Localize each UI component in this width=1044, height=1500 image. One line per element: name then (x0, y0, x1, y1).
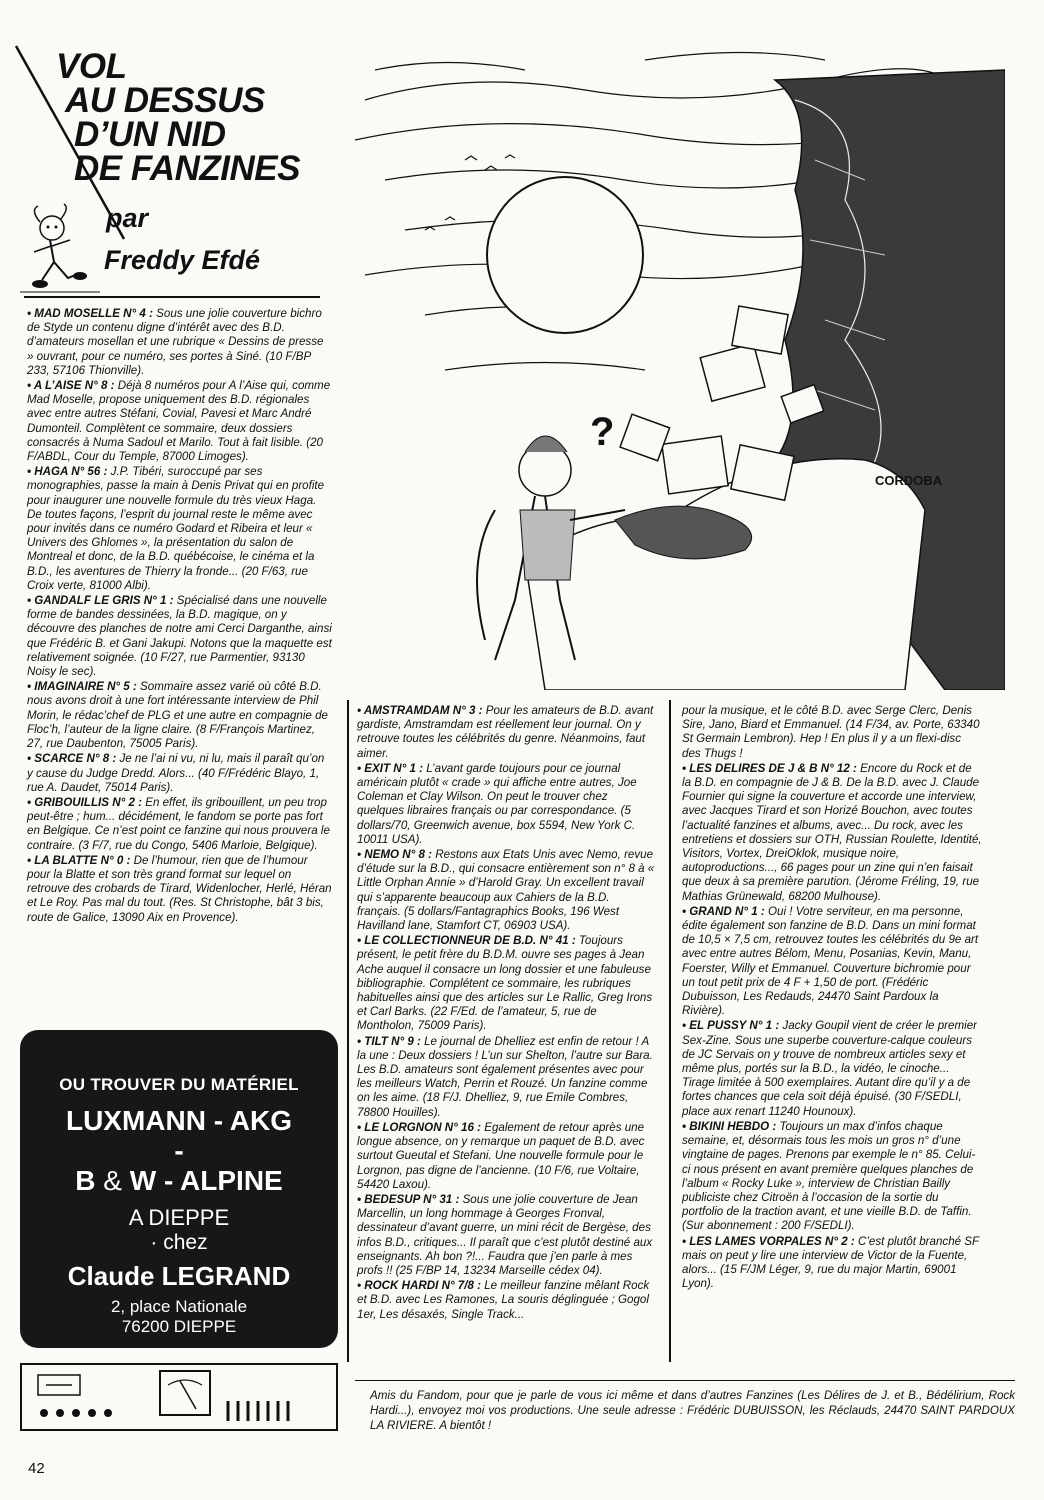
fanzine-review (27, 465, 332, 593)
title-line: VOL (56, 47, 127, 86)
review-body: Egalement de retour après une longue absence, on y remarque un paquet de B.D. avec surtout Gueutal et Stefani. Une nouvelle formule pour le Lorgnon, pas digne de l’ancienne. (10 F/6, rue Voltaire, 54420 Laxou). (357, 1120, 645, 1191)
review-heading: • SCARCE N° 8 : (27, 752, 117, 766)
review-body: Je ne l’ai ni vu, ni lu, mais il paraît qu’on y cause du Judge Dredd. Alors... (40 F/Frédéric Blayo, 1, rue A. Daudet, 75014 Paris). (27, 752, 325, 794)
review-body: Restons aux Etats Unis avec Nemo, revue d’étude sur la B.D., qui consacre entièrement son n° 8 à « Little Orphan Annie » d’Harold Gray. Un excellent travail qui s’apparente beaucoup aux Cahiers de la B.D. français. (5 dollars/Fantagraphics Books, 196 West Havilland lane, Stamfort CT, 06903 USA). (357, 848, 655, 933)
review-body: Spécialisé dans une nouvelle forme de bandes dessinées, la B.D. magique, on y découvre des planches de notre ami Cerci Darganthe, ainsi que Frédéric B. et Gani Jakupi. Notons que la maquette est relativement soignée. (10 F/27, rue Parmentier, 93130 Noisy le sec). (27, 594, 332, 679)
left-column-text (27, 307, 332, 926)
fanzine-review (682, 762, 982, 904)
fanzine-review (357, 848, 655, 933)
page-number: 42 (28, 1460, 45, 1477)
ad-postcode: 76200 DIEPPE (121, 1317, 237, 1336)
review-heading: • GRAND N° 1 : (682, 904, 765, 918)
byline-par: par (106, 203, 149, 233)
illustration-signature: CORDOBA (875, 473, 943, 488)
review-body: Le meilleur fanzine mêlant Rock et B.D. avec Les Ramones, La souris déglinguée ; Gogol 1er, Les désaxés, Single Track... (357, 1279, 650, 1321)
review-heading: • LE LORGNON N° 16 : (357, 1120, 481, 1134)
ad-dash: - (174, 1135, 184, 1166)
fanzine-review (357, 934, 655, 1033)
review-body: C’est plutôt branché SF mais on peut y lire une interview de Victor de la Fuente, alors... (15 F/JM Léger, 9, rue du major Martin, 69001 Lyon). (682, 1234, 979, 1291)
title-underline (24, 296, 320, 298)
review-body: Toujours un max d’infos chaque semaine, et, désormais tous les mois un gros n° d’une vingtaine de pages. Prenons par exemple le n° 85. Celui-ci nous présent en avant première quelques planches de l’album « Rocky Luke », interview de Christian Bailly publiciste chez Citroën à l’occasion de la sortie du portfolio de la traction avant, et une vieille B.D. de Taffin. (Sur abonnement : 200 F/SEDLI). (682, 1119, 976, 1233)
svg-text:?: ? (590, 410, 615, 454)
review-heading: • MAD MOSELLE N° 4 : (27, 307, 153, 320)
review-heading: • IMAGINAIRE N° 5 : (27, 680, 137, 694)
fanzine-review (682, 905, 982, 1019)
review-heading: • LA BLATTE N° 0 : (27, 853, 131, 867)
review-heading: • NEMO N° 8 : (357, 848, 433, 862)
ad-shop-name: Claude LEGRAND (67, 1261, 291, 1291)
review-heading: • BEDESUP N° 31 : (357, 1192, 460, 1206)
ad-brand-w: W - ALPINE (129, 1165, 283, 1196)
review-body: Sommaire assez varié où côté B.D. nous avons droit à une fort intéressante interview de Phil Morin, le rédac’chef de PLG et une autre en compagnie de Floc’h, l’auteur de la ligne claire. (8 F/François Martinez, 27, rue Daubenton, 75005 Paris). (27, 680, 328, 751)
fanzine-review (27, 680, 332, 751)
review-heading: • LES LAMES VORPALES N° 2 : (682, 1234, 855, 1248)
review-heading: • BIKINI HEBDO : (682, 1119, 777, 1133)
fanzine-review (357, 762, 655, 847)
review-body: L’avant garde toujours pour ce journal américain plutôt « crade » qui affiche entre autres, Joe Coleman et Clay Wilson. On peut le trouver chez quelques libraires français ou par correspondance. (5 dollars/70, Greenwich avenue, box 5594, New York C. 10011 USA). (357, 761, 637, 846)
fanzine-review (357, 704, 655, 761)
fanzine-review (27, 307, 332, 378)
review-body: Déjà 8 numéros pour A l’Aise qui, comme Mad Moselle, propose uniquement des B.D. régionales avec entre autres Stéfani, Covial, Pavesi et Marc André Dumonteil. Complètent ce sommaire, deux dossiers consacrés à Numa Sadoul et Marilo. Tout à fait lisible. (20 F/ABDL, Cour du Temple, 87000 Limoges). (27, 379, 331, 464)
review-heading: • EL PUSSY N° 1 : (682, 1019, 780, 1033)
fanzine-review (682, 1120, 982, 1234)
review-body: De l’humour, rien que de l’humour pour la Blatte et son très grand format sur lequel on retrouve des crobards de Tirard, Widenlocher, Herlé, Héran et Le Roy. Pas mal du tout. (Res. St Christophe, bât 3 bis, route de Galice, 13090 Aix en Provence). (27, 853, 332, 924)
ad-brand: LUXMANN - AKG (65, 1105, 293, 1136)
review-body: Toujours présent, le petit frère du B.D.M. ouvre ses pages à Jean Ache auquel il consacre un long dossier et une fabuleuse bibliographie. Complétent ce sommaire, les rubriques habituelles ainsi que des articles sur Le Rallic, Greg Irons et Carl Barks. (22 F/Ed. de l’amateur, 5, rue de Montholon, 75009 Paris). (357, 934, 653, 1033)
review-heading: • GRIBOUILLIS N° 2 : (27, 795, 142, 809)
review-body: Jacky Goupil vient de créer le premier Sex-Zine. Sous une superbe couverture-calque couleurs de JC Servais on y trouve de nombreux articles sexy et même plus, portés sur la B.D., la vidéo, le cinoche... Tirage limitée à 500 exemplaires. Autant dire qu’il y a de fortes chances que cela soit déjà épuisé. (30 F/SEDLI, place aux renart 11240 Hounoux). (682, 1019, 978, 1118)
footer-note: Amis du Fandom, pour que je parle de vous ici même et dans d’autres Fanzines (Les Délires de J. et B., Bédélirium, Rock Hardi...), envoyez moi vos productions. Une seule adresse : Frédéric DUBUISSON, les Réclauds, 24470 SAINT PARDOUX LA RIVIERE. A bientôt ! (370, 1389, 1015, 1432)
ad-address: 2, place Nationale (110, 1297, 248, 1316)
ad-city: A DIEPPE (128, 1205, 230, 1230)
fanzine-review (682, 1019, 982, 1118)
fanzine-review (27, 796, 332, 853)
title-line: AU DESSUS (65, 81, 265, 120)
review-heading: • AMSTRAMDAM N° 3 : (357, 704, 483, 717)
byline-author: Freddy Efdé (104, 245, 261, 275)
fanzine-review (357, 1035, 655, 1120)
fanzine-review (27, 379, 332, 464)
fanzine-review (357, 1279, 655, 1322)
fanzine-review (682, 704, 982, 761)
ad-ampersand: & (103, 1165, 122, 1196)
title-line: D’UN NID (74, 115, 226, 154)
review-heading: • EXIT N° 1 : (357, 761, 424, 775)
fanzine-review (357, 1193, 655, 1278)
review-heading: • HAGA N° 56 : (27, 465, 108, 479)
review-heading: • GANDALF LE GRIS N° 1 : (27, 594, 174, 608)
cliff-illustration (345, 40, 1005, 690)
column-divider (669, 700, 671, 1362)
review-heading: • TILT N° 9 : (357, 1034, 421, 1048)
fanzine-review (27, 854, 332, 925)
ad-chez: · chez (150, 1231, 208, 1254)
review-heading: • LE COLLECTIONNEUR DE B.D. N° 41 : (357, 934, 576, 948)
column-divider (347, 700, 349, 1362)
fanzine-review (27, 594, 332, 679)
review-body: Sous une jolie couverture bichro de Styde un contenu digne d’intérêt avec des B.D. d’amateurs mosellan et une rubrique « Dessins de presse » ouvrant, pour ce numéro, ses portes à Siné. (10 F/BP 233, 57106 Thionville). (27, 307, 324, 377)
ad-brand-2 (20, 1165, 338, 1197)
review-body: pour la musique, et le côté B.D. avec Serge Clerc, Denis Sire, Jano, Biard et Emmanuel. (14 F/34, av. Porte, 63340 St Germain Lembron). Hep ! En plus il y a un flexi-disc des Thugs ! (682, 704, 980, 760)
review-heading: • ROCK HARDI N° 7/8 : (357, 1279, 481, 1293)
review-heading: • LES DELIRES DE J & B N° 12 : (682, 761, 857, 775)
review-body: Encore du Rock et de la B.D. en compagnie de J & B. De la B.D. avec J. Claude Fournier qui signe la couverture et accorde une interview, avec Jacques Tirard et son Horizé Bouchon, avec toutes l’actualité fanzines et albums, avec... Du rock, avec les entretiens et dossiers sur OTH, Russian Roulette, Identité, Visitors, Vortex, DreiOklok, musique noire, autoproductions..., 66 pages pour un zine qui n’en faisait que deux à sa première parution. (Jérome Fréling, 19, rue Mathias Grünewald, 68200 Mulhouse). (682, 761, 982, 903)
ad-headline: OU TROUVER DU MATÉRIEL (59, 1075, 299, 1094)
fanzine-review (27, 752, 332, 795)
title-line: DE FANZINES (74, 149, 300, 188)
hifi-amplifier-icon (20, 1363, 338, 1431)
review-body: Oui ! Votre serviteur, en ma personne, édite également son fanzine de B.D. Dans un mini format de 10,5 × 7,5 cm, retrouvez toutes les célébrités du 9e art avec entre autres Bélom, Menu, Posanias, Kevin, Manu, Foerster, Willy et Emmanuel. Couverture bichromie pour un tout petit prix de 4 F + 1,50 de port. (Frédéric Dubuisson, Les Redauds, 24470 Saint Pardoux la Rivière). (682, 904, 979, 1018)
right-column-text (682, 704, 982, 1292)
running-mascot-drawing (20, 200, 100, 300)
review-body: En effet, ils gribouillent, un peu trop peut-être ; hum... décidément, le fandom se porte pas fort en Belgique. Ce n’est point ce fanzine qui nous prouvera le contraire. (3 F/7, rue du Congo, 5406 Marloie, Belgique). (27, 795, 330, 852)
review-body: Sous une jolie couverture de Jean Marcellin, un long hommage à Georges Fronval, dessinateur d’avant guerre, un mini récit de Bergèse, des infos B.D., critiques... Il paraît que c’est plutôt destiné aux enseignants. Ah bon ?!... Faudra que j’en parle à mes profs !! (25 F/BP 14, 13234 Marseille cédex 04). (357, 1192, 653, 1277)
review-body: Le journal de Dhelliez est enfin de retour ! A la une : Deux dossiers ! L’un sur Shelton, l’autre sur Bara. Les B.D. amateurs sont également présentes avec pour les meilleurs Watch, Perrin et Rouzé. Un fanzine comme on les aime. (18 F/J. Dhelliez, 9, rue Emile Combres, 78800 Houilles). (357, 1034, 653, 1119)
footer-rule (355, 1380, 1015, 1381)
ad-brand-b: B (75, 1165, 96, 1196)
middle-column-text (357, 704, 655, 1323)
advertisement-box (20, 1030, 338, 1348)
review-body: Pour les amateurs de B.D. avant gardiste, Amstramdam est réellement leur journal. On y retrouve toutes les célébrités du genre. Néanmoins, faut aimer. (357, 704, 654, 760)
fanzine-review (682, 1235, 982, 1292)
article-title (30, 47, 340, 188)
review-heading: • A L’AISE N° 8 : (27, 379, 115, 393)
fanzine-review (357, 1121, 655, 1192)
review-body: J.P. Tibéri, suroccupé par ses monographies, passe la main à Denis Privat qui en profite pour inaugurer une nouvelle formule du très vieux Haga. De toutes façons, l’esprit du journal reste le même avec pour invités dans ce numéro Godard et Ribeira et leur « Univers des Ghlomes », la présentation du salon de Montreal et donc, de la B.D. québécoise, le cinéma et la B.D., les aventures de Thierry la fronde... (20 F/63, rue Croix verte, 81000 Albi). (27, 465, 325, 592)
